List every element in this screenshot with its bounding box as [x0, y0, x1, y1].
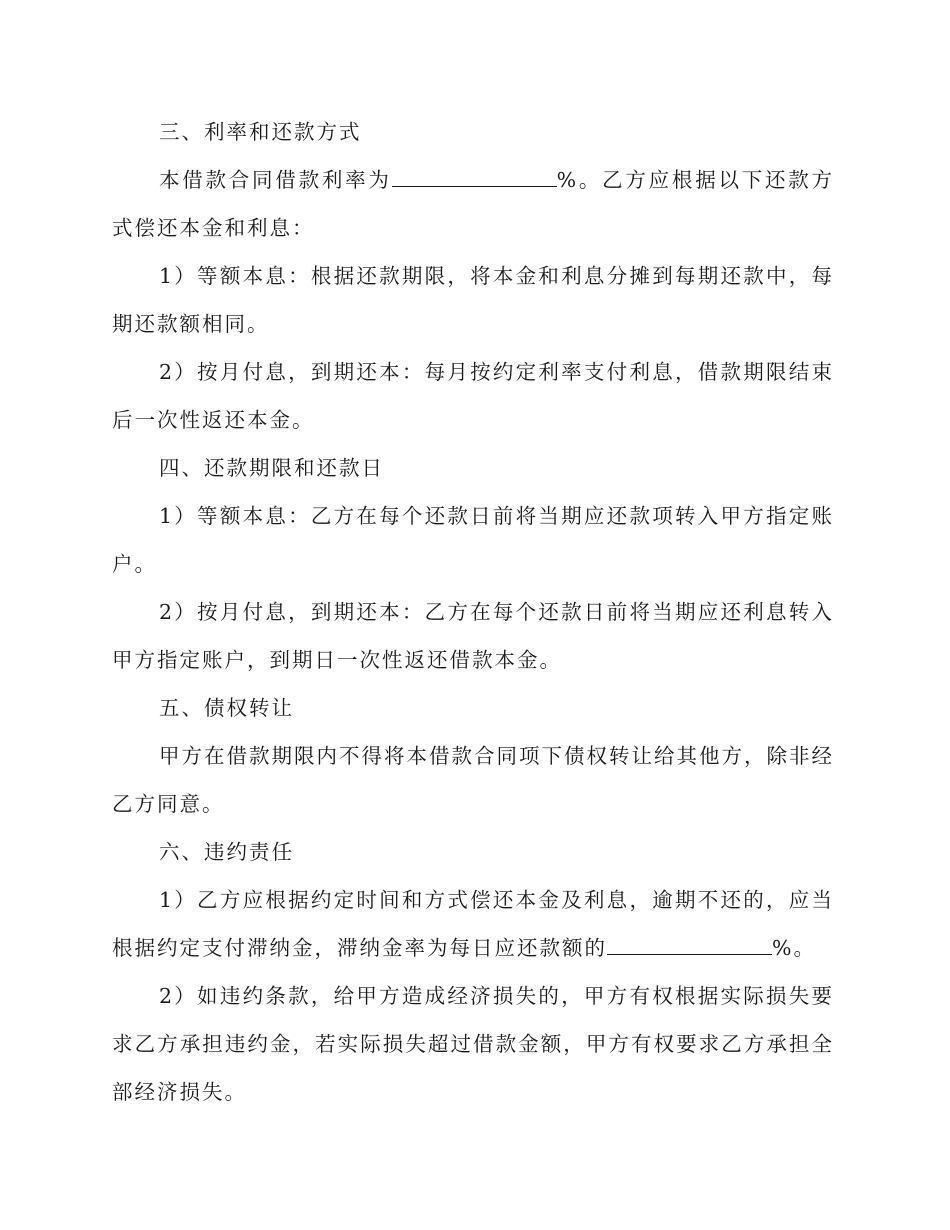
repayment-date-item-1: [112, 492, 834, 588]
repayment-date-item-1-text: 1）等额本息：乙方在每个还款日前将当期应还款项转入甲方指定账户。: [112, 504, 834, 576]
breach-item-1: [112, 876, 834, 972]
repayment-method-item-2-text: 2）按月付息，到期还本：每月按约定利率支付利息，借款期限结束后一次性返还本金。: [112, 360, 834, 432]
assignment-paragraph-text: 甲方在借款期限内不得将本借款合同项下债权转让给其他方，除非经乙方同意。: [112, 744, 834, 816]
document-body: [112, 108, 834, 1116]
repayment-date-item-2: [112, 588, 834, 684]
section-5-title: [112, 684, 834, 732]
breach-item-2-text: 2）如违约条款，给甲方造成经济损失的，甲方有权根据实际损失要求乙方承担违约金，若实际损失超过借款金额，甲方有权要求乙方承担全部经济损失。: [112, 984, 834, 1104]
interest-rate-paragraph: [112, 156, 834, 252]
repayment-method-item-2: [112, 348, 834, 444]
section-5-title-text: 五、债权转让: [159, 696, 294, 720]
repayment-method-item-1: [112, 252, 834, 348]
section-6-title: [112, 828, 834, 876]
repayment-date-item-2-text: 2）按月付息，到期还本：乙方在每个还款日前将当期应还利息转入甲方指定账户，到期日一次性返还借款本金。: [112, 600, 834, 672]
section-3-title: [112, 108, 834, 156]
section-4-title: [112, 444, 834, 492]
section-3-title-text: 三、利率和还款方式: [159, 120, 362, 144]
repayment-method-item-1-text: 1）等额本息：根据还款期限，将本金和利息分摊到每期还款中，每期还款额相同。: [112, 264, 834, 336]
breach-item-1-text-before: 1）乙方应根据约定时间和方式偿还本金及利息，逾期不还的，应当根据约定支付滞纳金，滞纳金率为每日应还款额的: [112, 888, 834, 960]
interest-rate-text-before: 本借款合同借款利率为: [159, 168, 392, 192]
section-6-title-text: 六、违约责任: [159, 840, 294, 864]
interest-rate-text-after: %。乙方应根据以下还款方式偿还本金和利息：: [112, 168, 835, 240]
assignment-paragraph: [112, 732, 834, 828]
breach-item-2: [112, 972, 834, 1116]
interest-rate-blank: [392, 160, 557, 187]
section-4-title-text: 四、还款期限和还款日: [159, 456, 384, 480]
breach-item-1-text-after: %。: [772, 936, 816, 960]
late-fee-rate-blank: [607, 928, 772, 955]
